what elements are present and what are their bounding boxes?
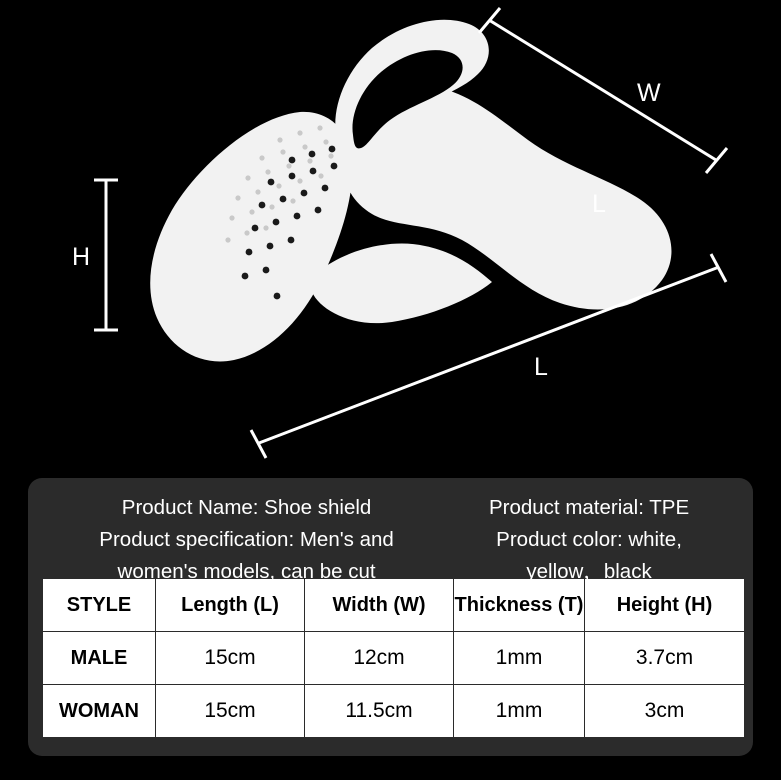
spec-text-block — [42, 492, 739, 583]
header-width: Width (W) — [305, 579, 454, 632]
row-male-style: MALE — [43, 632, 156, 685]
dimension-length-label: L — [534, 353, 548, 381]
product-color-line-2: yellow，black — [526, 560, 652, 583]
row-male-height: 3.7cm — [585, 632, 745, 685]
dimension-height-label: H — [72, 243, 91, 271]
product-info-panel — [28, 478, 753, 756]
row-male-width: 12cm — [305, 632, 454, 685]
row-male-length: 15cm — [156, 632, 305, 685]
table-row — [43, 632, 745, 685]
row-woman-width: 11.5cm — [305, 685, 454, 738]
row-woman-thickness: 1mm — [454, 685, 585, 738]
row-woman-length: 15cm — [156, 685, 305, 738]
product-surface-mark: L — [592, 190, 606, 218]
header-thickness: Thickness (T) — [454, 579, 585, 632]
product-specification-line-2: women's models, can be cut — [117, 560, 376, 583]
product-name-line: Product Name: Shoe shield — [121, 496, 372, 519]
row-woman-style: WOMAN — [43, 685, 156, 738]
row-woman-height: 3cm — [585, 685, 745, 738]
dimension-width-label: W — [637, 79, 661, 107]
product-specification-line-1: Product specification: Men's and — [99, 528, 394, 551]
product-color-line-1: Product color: white, — [496, 528, 682, 551]
size-spec-table — [42, 578, 745, 738]
header-style: STYLE — [43, 579, 156, 632]
table-row — [43, 685, 745, 738]
spec-column-right — [445, 492, 733, 588]
header-height: Height (H) — [585, 579, 745, 632]
header-length: Length (L) — [156, 579, 305, 632]
row-male-thickness: 1mm — [454, 632, 585, 685]
spec-column-left — [48, 492, 445, 588]
product-material-line: Product material: TPE — [488, 496, 690, 519]
